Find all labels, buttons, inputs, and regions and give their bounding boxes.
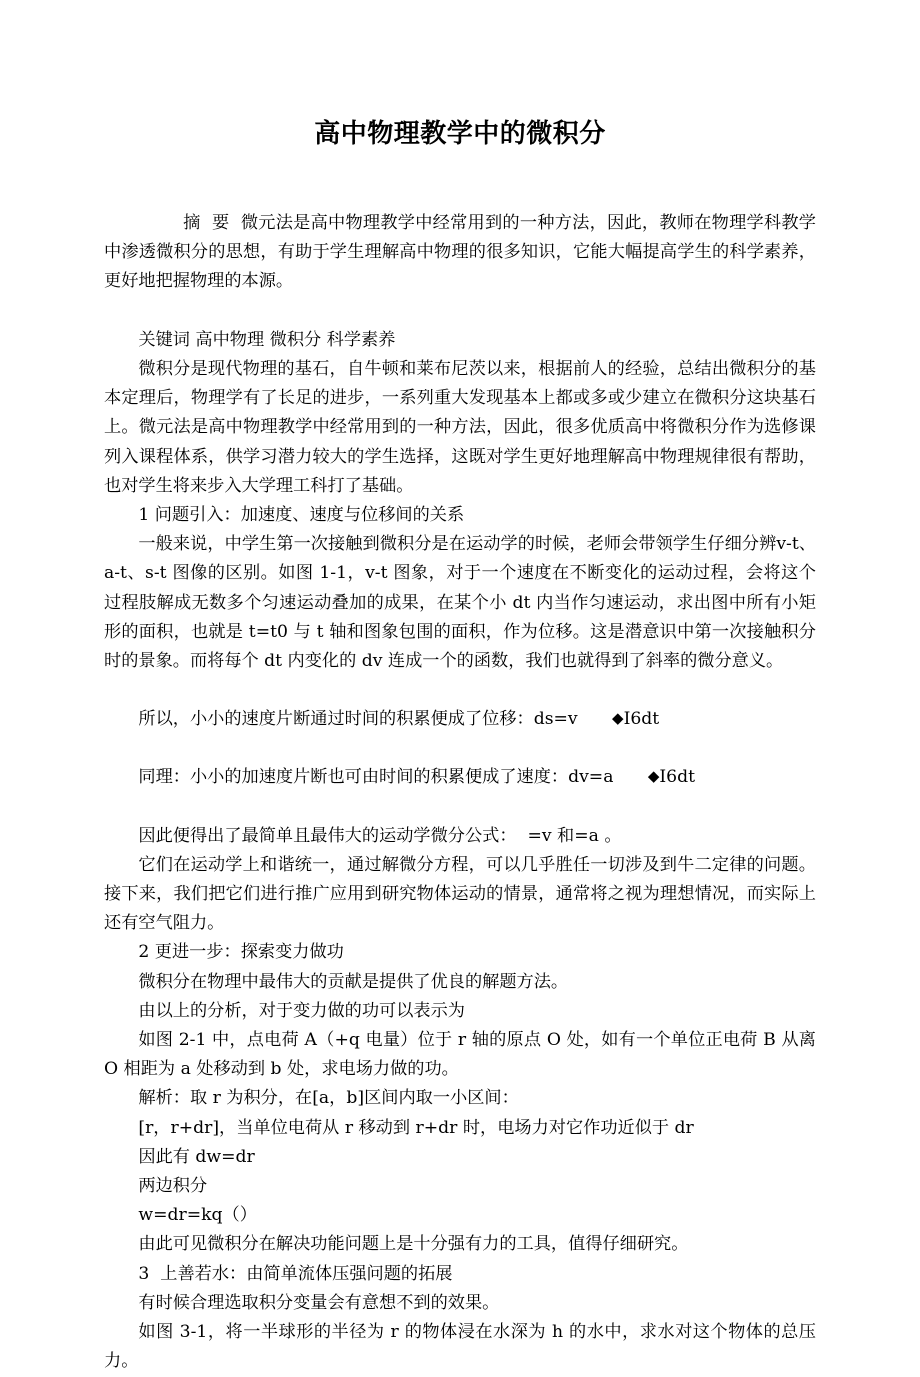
paragraph-section-1-body: 一般来说，中学生第一次接触到微积分是在运动学的时候，老师会带领学生仔细分辨v-t、a-t、s-t 图像的区别。如图 1-1，v-t 图象，对于一个速度在不断变化的运动过程，会将这个过程肢解成无数多个匀速运动叠加的成果，在某个小 dt 内当作匀速运动，求出图中所有小矩形的面积，也就是 t=t0 与 t 轴和图象包围的面积，作为位移。这是潜意识中第一次接触积分时的景象。而将每个 dt 内变化的 dv 连成一个的函数，我们也就得到了斜率的微分意义。 [104,534,816,672]
formula-velocity-suffix: I6dt [659,767,696,788]
formula-velocity-prefix: 同理：小小的加速度片断也可由时间的积累便成了速度：dv=a [138,767,614,788]
paragraph-section-2-a: 微积分在物理中最伟大的贡献是提供了优良的解题方法。 [138,971,569,992]
abstract-paragraph: 摘 要 微元法是高中物理教学中经常用到的一种方法，因此，教师在物理学科教学中渗透微积分的思想，有助于学生理解高中物理的很多知识，它能大幅提高学生的科学素养，更好地把握物理的本源。 [104,213,816,292]
paragraph-solution-conclusion: 由此可见微积分在解决功能问题上是十分强有力的工具，值得仔细研究。 [138,1234,689,1255]
heading-section-1: 1 问题引入：加速度、速度与位移间的关系 [138,505,465,526]
formula-kinematic-line: 因此便得出了最简单且最伟大的运动学微分公式： =v 和=a 。 [138,825,622,846]
formula-velocity-line [104,763,816,792]
page-title: 高中物理教学中的微积分 [314,119,606,149]
formula-displacement-line [104,705,816,734]
paragraph-section-2-b: 由以上的分析，对于变力做的功可以表示为 [138,1000,465,1021]
paragraph-harmony: 它们在运动学上和谐统一，通过解微分方程，可以几乎胜任一切涉及到牛二定律的问题。接下来，我们把它们进行推广应用到研究物体运动的情景，通常将之视为理想情况，而实际上还有空气阻力。 [104,854,816,934]
replacement-char-icon: ◆ [647,767,660,786]
document-body [104,209,822,1377]
heading-section-2: 2 更进一步：探索变力做功 [138,942,344,963]
document-content-column [104,0,822,1377]
paragraph-section-2-c: 如图 2-1 中，点电荷 A（+q 电量）位于 r 轴的原点 O 处，如有一个单位正电荷 B 从离 O 相距为 a 处移动到 b 处，求电场力做的功。 [104,1030,822,1080]
paragraph-solution-5: w=dr=kq（） [138,1205,257,1226]
paragraph-calculus-foundation: 微积分是现代物理的基石，自牛顿和莱布尼茨以来，根据前人的经验，总结出微积分的基本定理后，物理学有了长足的进步，一系列重大发现基本上都或多或少建立在微积分这块基石上。微元法是高中物理教学中经常用到的一种方法，因此，很多优质高中将微积分作为选修课列入课程体系，供学习潜力较大的学生选择，这既对学生更好地理解高中物理规律很有帮助，也对学生将来步入大学理工科打了基础。 [104,359,816,496]
formula-displacement-suffix: I6dt [623,709,660,730]
paragraph-solution-3: 因此有 dw=dr [138,1146,255,1167]
abstract-keywords-spacer [104,297,816,326]
paragraph-solution-2: [r，r+dr]，当单位电荷从 r 移动到 r+dr 时，电场力对它作功近似于 dr [138,1117,694,1138]
keywords-line: 关键词 高中物理 微积分 科学素养 [138,329,396,350]
paragraph-section-3-a: 有时候合理选取积分变量会有意想不到的效果。 [138,1292,500,1313]
paragraph-section-3-b: 如图 3-1，将一半球形的半径为 r 的物体浸在水深为 h 的水中，求水对这个物体的总压力。 [104,1322,816,1372]
formula-displacement-prefix: 所以，小小的速度片断通过时间的积累便成了位移：ds=v [138,709,578,730]
paragraph-solution-1: 解析：取 r 为积分，在[a，b]区间内取一小区间： [138,1088,519,1109]
heading-section-3: 3 上善若水：由简单流体压强问题的拓展 [138,1263,453,1284]
paragraph-solution-4: 两边积分 [138,1176,208,1197]
replacement-char-icon: ◆ [612,709,624,728]
